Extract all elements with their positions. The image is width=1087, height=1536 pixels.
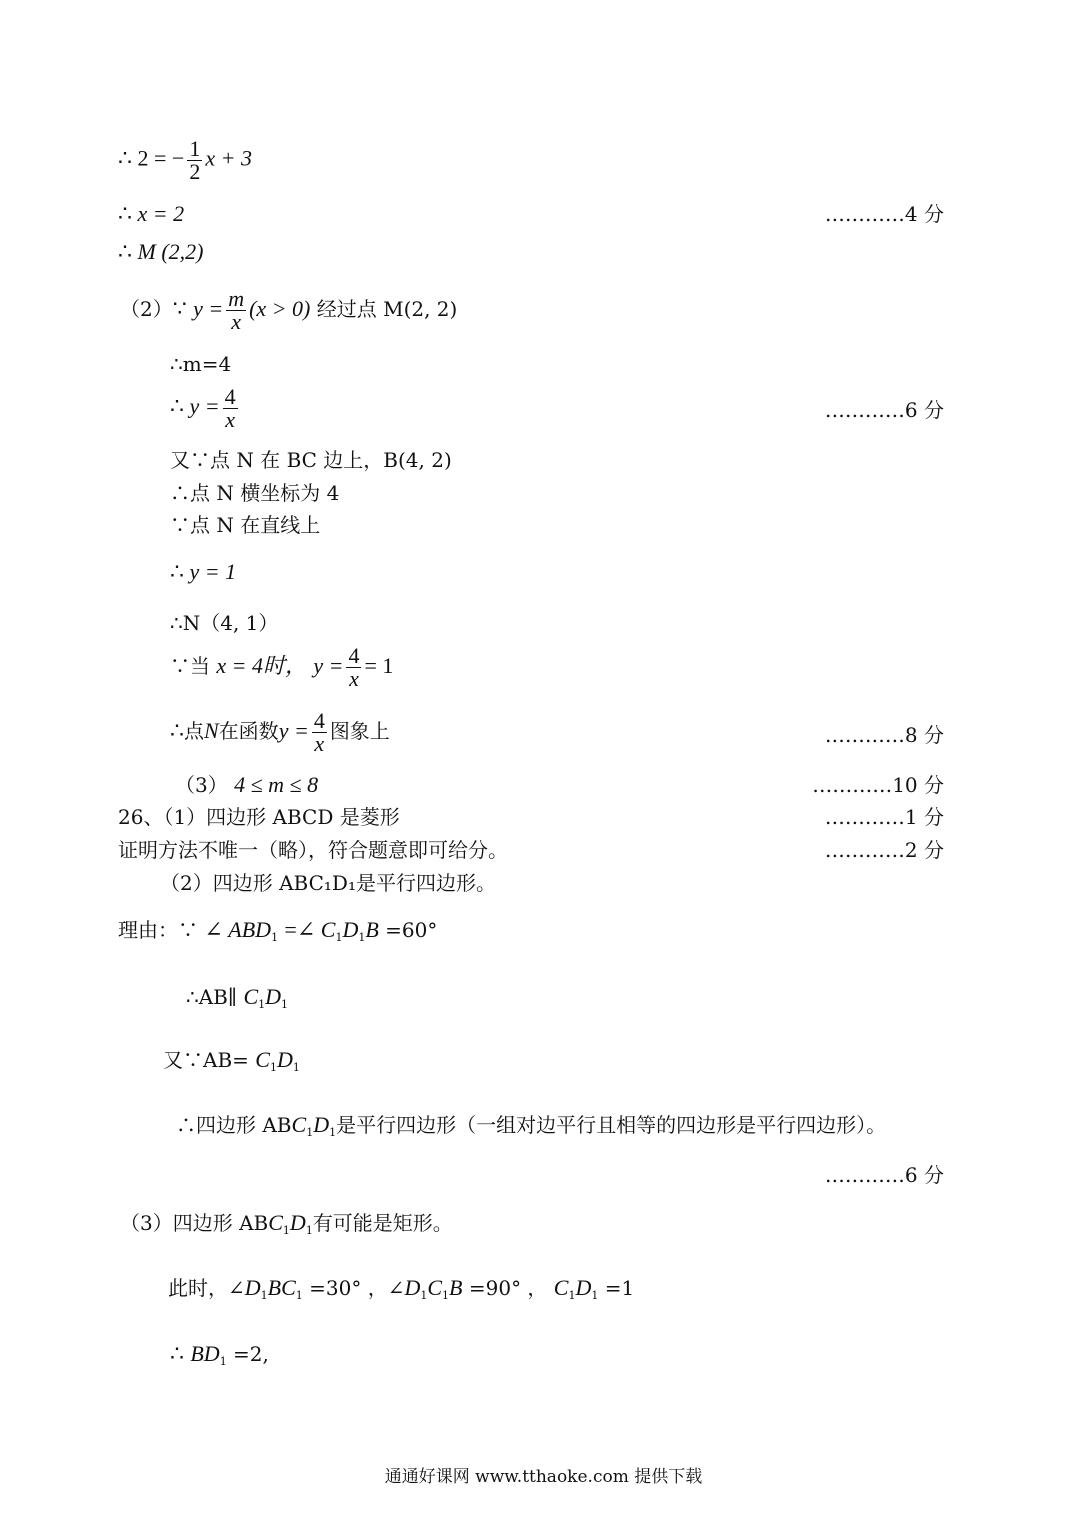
seg-c: C: [268, 1210, 283, 1235]
eq-y: y =: [313, 653, 344, 678]
subscript: 1: [295, 1289, 303, 1302]
seg-bc: BC: [267, 1275, 296, 1300]
eq-y: y =: [189, 393, 220, 419]
eq-ineq: 4 ≤ m ≤ 8: [234, 772, 319, 797]
eq-line-1: [118, 138, 252, 183]
fraction-4-over-x: [312, 710, 327, 755]
eq-text: 有可能是矩形。: [312, 1211, 453, 1235]
subscript: 1: [282, 1224, 290, 1237]
eq-text: M (2,2): [137, 239, 204, 264]
part2-line: [120, 288, 457, 333]
score-10: …………10 分: [812, 773, 944, 797]
part3-range: [175, 773, 318, 797]
therefore-symbol: ∴: [170, 718, 184, 743]
eq-text: x = 2: [137, 201, 185, 226]
frac-num: 1: [189, 136, 201, 161]
seg-c: C: [553, 1275, 569, 1300]
seg-d: D: [404, 1275, 421, 1300]
angle-c: C: [320, 917, 336, 942]
subscript: 1: [568, 1289, 576, 1302]
seg-c: C: [427, 1275, 443, 1300]
eq-y: y =: [193, 296, 224, 321]
seg-d: D: [276, 1047, 293, 1072]
because-symbol: ∵: [170, 654, 190, 678]
frac-den: x: [225, 407, 235, 432]
subscript: 1: [329, 1126, 337, 1139]
seg-c: C: [291, 1112, 307, 1137]
eq-sign: =∠: [284, 917, 321, 942]
frac-num: 4: [348, 643, 360, 668]
subscript: 1: [269, 1061, 277, 1074]
therefore-symbol: ∴: [118, 145, 132, 171]
n-4-1: ∴N（4, 1）: [170, 611, 279, 635]
seg-bd: BD: [190, 1341, 220, 1366]
eq-text: y = 1: [189, 559, 237, 584]
m-equals-4: [170, 352, 231, 376]
seg-d: D: [244, 1275, 261, 1300]
eq-cond: (x > 0): [249, 296, 311, 321]
eq-text: m=4: [182, 352, 232, 376]
fraction-m-over-x: [226, 288, 246, 333]
frac-den: x: [231, 309, 242, 334]
because-symbol: ∵: [172, 296, 187, 321]
subscript: 1: [258, 998, 266, 1011]
fraction-4-over-x: [346, 645, 361, 690]
subscript: 1: [260, 1289, 268, 1302]
q26-part3: [120, 1211, 453, 1243]
angle-abd: ∠ ABD: [204, 917, 272, 942]
eq-text: 又∵AB=: [163, 1048, 249, 1072]
eq-rhs: x + 3: [205, 145, 252, 171]
eq-y: y =: [278, 718, 309, 743]
ab-parallel: [186, 985, 288, 1017]
subscript: 1: [306, 1126, 314, 1139]
seg-d: D: [265, 984, 282, 1009]
reason-line: [118, 918, 437, 950]
therefore-symbol: ∴: [170, 1341, 184, 1366]
eq-text: ∴AB∥: [186, 985, 238, 1009]
angle-d: D: [342, 917, 359, 942]
score-8: …………8 分: [824, 723, 944, 747]
score-6b: …………6 分: [824, 1163, 944, 1187]
fraction-half: [187, 138, 202, 183]
subscript: 1: [281, 998, 289, 1011]
frac-den: x: [314, 731, 325, 756]
n-on-bc: 又∵点 N 在 BC 边上，B(4, 2): [170, 448, 452, 472]
eq-text: 在函数: [218, 719, 279, 743]
eq-text: 点: [184, 719, 204, 743]
fraction-4-over-x: [223, 386, 238, 431]
part-label: （2）: [120, 297, 173, 321]
ab-equals: [163, 1048, 300, 1080]
subscript: 1: [420, 1289, 428, 1302]
q26-part1: 26、（1）四边形 ABCD 是菱形: [118, 805, 400, 829]
score-1: …………1 分: [824, 805, 944, 829]
therefore-symbol: ∴: [170, 559, 184, 584]
angle-b: B: [365, 917, 379, 942]
frac-num: m: [228, 286, 245, 311]
therefore-symbol: ∴: [118, 239, 132, 264]
eq-text: （3）四边形 AB: [120, 1211, 269, 1235]
subscript: 1: [271, 931, 279, 944]
n-on-function: [170, 710, 390, 755]
eq-result: = 1: [364, 653, 394, 678]
frac-den: 2: [189, 159, 201, 184]
eq-text: =30° ，∠: [309, 1276, 405, 1300]
score-2: …………2 分: [824, 838, 944, 862]
when-x-4: [170, 645, 393, 690]
angle-conditions: [168, 1276, 634, 1308]
subscript: 1: [292, 1061, 300, 1074]
therefore-symbol: ∴: [170, 352, 183, 376]
eq-text: 图象上: [329, 719, 390, 743]
frac-den: x: [349, 666, 359, 691]
therefore-symbol: ∴: [118, 201, 132, 226]
eq-text: =90° ，: [468, 1276, 548, 1300]
frac-num: 4: [224, 384, 236, 409]
eq-line-3: [118, 240, 203, 264]
eq-text: ∴四边形 AB: [176, 1113, 292, 1137]
reason-label: 理由：∵: [118, 918, 198, 942]
y-4-over-x: [170, 386, 241, 431]
seg-d: D: [575, 1275, 592, 1300]
subscript: 1: [219, 1355, 227, 1368]
page-footer: 通通好课网 www.tthaoke.com 提供下载: [384, 1467, 703, 1487]
seg-d: D: [313, 1112, 330, 1137]
parallelogram-conclusion: [176, 1113, 886, 1145]
eq-text: 是平行四边形（一组对边平行且相等的四边形是平行四边形）。: [336, 1113, 887, 1137]
part-label: （3）: [175, 773, 228, 797]
therefore-symbol: ∴: [170, 393, 184, 419]
seg-c: C: [255, 1047, 270, 1072]
eq-x: x = 4时，: [216, 653, 307, 678]
score-4: …………4 分: [824, 202, 944, 226]
q26-part2: （2）四边形 ABC₁D₁是平行四边形。: [160, 871, 496, 895]
eq-lhs: 2 = −: [137, 145, 185, 171]
eq-text: 当: [190, 654, 210, 678]
frac-num: 4: [313, 708, 325, 733]
seg-c: C: [243, 984, 259, 1009]
subscript: 1: [442, 1289, 450, 1302]
eq-n: N: [204, 718, 219, 743]
degree-value: =60°: [385, 918, 438, 942]
subscript: 1: [591, 1289, 599, 1302]
subscript: 1: [358, 931, 366, 944]
eq-text: 经过点 M(2, 2): [316, 297, 458, 321]
eq-line-2: [118, 202, 184, 226]
n-on-line: ∵点 N 在直线上: [170, 513, 321, 537]
proof-note: 证明方法不唯一（略），符合题意即可给分。: [118, 838, 508, 862]
eq-text: =2,: [233, 1342, 269, 1366]
seg-d: D: [289, 1210, 306, 1235]
seg-b: B: [449, 1275, 463, 1300]
eq-text: 此时，∠: [168, 1276, 245, 1300]
subscript: 1: [305, 1224, 313, 1237]
eq-text: =1: [604, 1276, 635, 1300]
subscript: 1: [335, 931, 343, 944]
bd-equals-2: [170, 1342, 269, 1374]
score-6: …………6 分: [824, 398, 944, 422]
n-x-coord: ∴点 N 横坐标为 4: [170, 481, 340, 505]
y-equals-1: [170, 560, 236, 584]
